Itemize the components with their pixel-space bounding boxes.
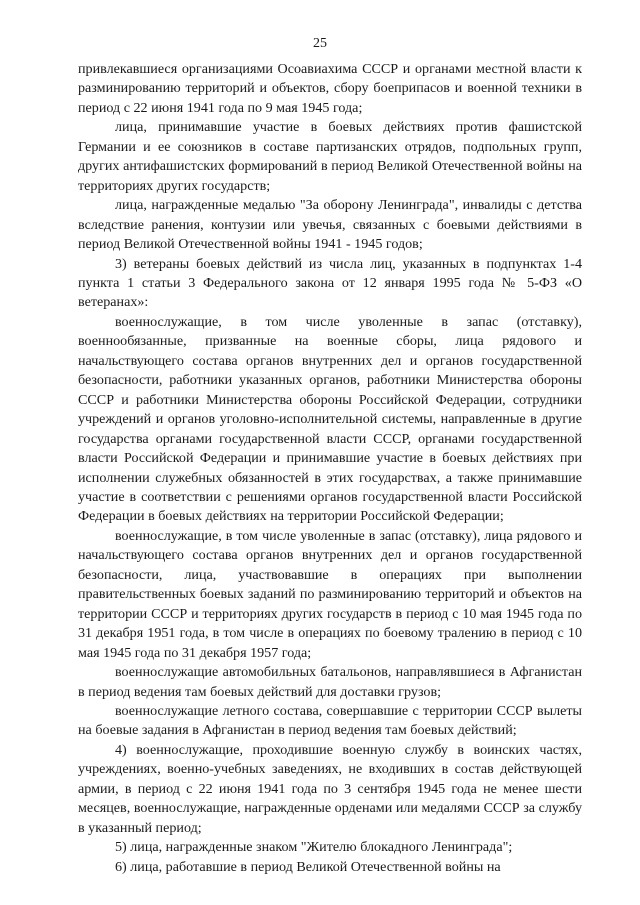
paragraph: 3) ветераны боевых действий из числа лиц, указанных в подпунктах 1-4 пункта 1 статьи 3 Федерального закона от 12 января 1995 года № 5-ФЗ «О ветеранах»:	[78, 255, 582, 311]
document-body	[78, 60, 582, 877]
paragraph: 4) военнослужащие, проходившие военную службу в воинских частях, учреждениях, военно-учебных заведениях, не входивших в состав действующей армии, в период с 22 июня 1941 года по 3 сентября 1945 года не менее шести месяцев, военнослужащие, награжденные орденами или медалями СССР за службу в указанный период;	[78, 741, 582, 836]
paragraph: военнослужащие, в том числе уволенные в запас (отставку), военнообязанные, призванные на военные сборы, лица рядового и начальствующего состава органов внутренних дел и органов государственной безопасности, работники указанных органов, работники Министерства обороны СССР и работники Министерства обороны Российской Федерации, сотрудники учреждений и органов уголовно-исполнительной системы, направленные в другие государства органами государственной власти СССР, органами государственной власти Российской Федерации и принимавшие участие в боевых действиях при исполнении служебных обязанностей в этих государствах, а также принимавшие участие в соответствии с решениями органов государственной власти Российской Федерации в боевых действиях на территории Российской Федерации;	[78, 313, 582, 525]
page-number: 25	[313, 36, 327, 51]
paragraph: военнослужащие автомобильных батальонов, направлявшиеся в Афганистан в период ведения там боевых действий для доставки грузов;	[78, 664, 582, 700]
paragraph: лица, принимавшие участие в боевых действиях против фашистской Германии и ее союзников в составе партизанских отрядов, подпольных групп, других антифашистских формирований в период Великой Отечественной войны на территориях других государств;	[78, 119, 582, 194]
paragraph: военнослужащие, в том числе уволенные в запас (отставку), лица рядового и начальствующего состава органов внутренних дел и органов государственной безопасности, лица, участвовавшие в операциях при выполнении правительственных боевых заданий по разминированию территорий и объектов на территории СССР и территориях других государств в период с 10 мая 1945 года по 31 декабря 1951 года, в том числе в операциях по боевому тралению в период с 10 мая 1945 года по 31 декабря 1957 года;	[78, 527, 582, 661]
paragraph: 5) лица, награжденные знаком "Жителю блокадного Ленинграда";	[115, 839, 513, 856]
paragraph: лица, награжденные медалью "За оборону Ленинграда", инвалиды с детства вследствие ранения, контузии или увечья, связанных с боевыми действиями в период Великой Отечественной войны 1941 - 1945 годов;	[78, 197, 582, 253]
paragraph: военнослужащие летного состава, совершавшие с территории СССР вылеты на боевые задания в Афганистан в период ведения там боевых действий;	[78, 702, 582, 739]
paragraph: 6) лица, работавшие в период Великой Отечественной войны на	[115, 858, 501, 875]
paragraph: привлекавшиеся организациями Осоавиахима СССР и органами местной власти к разминированию территорий и объектов, сбору боеприпасов и военной техники в период с 22 июня 1941 года по 9 мая 1945 года;	[78, 61, 582, 116]
